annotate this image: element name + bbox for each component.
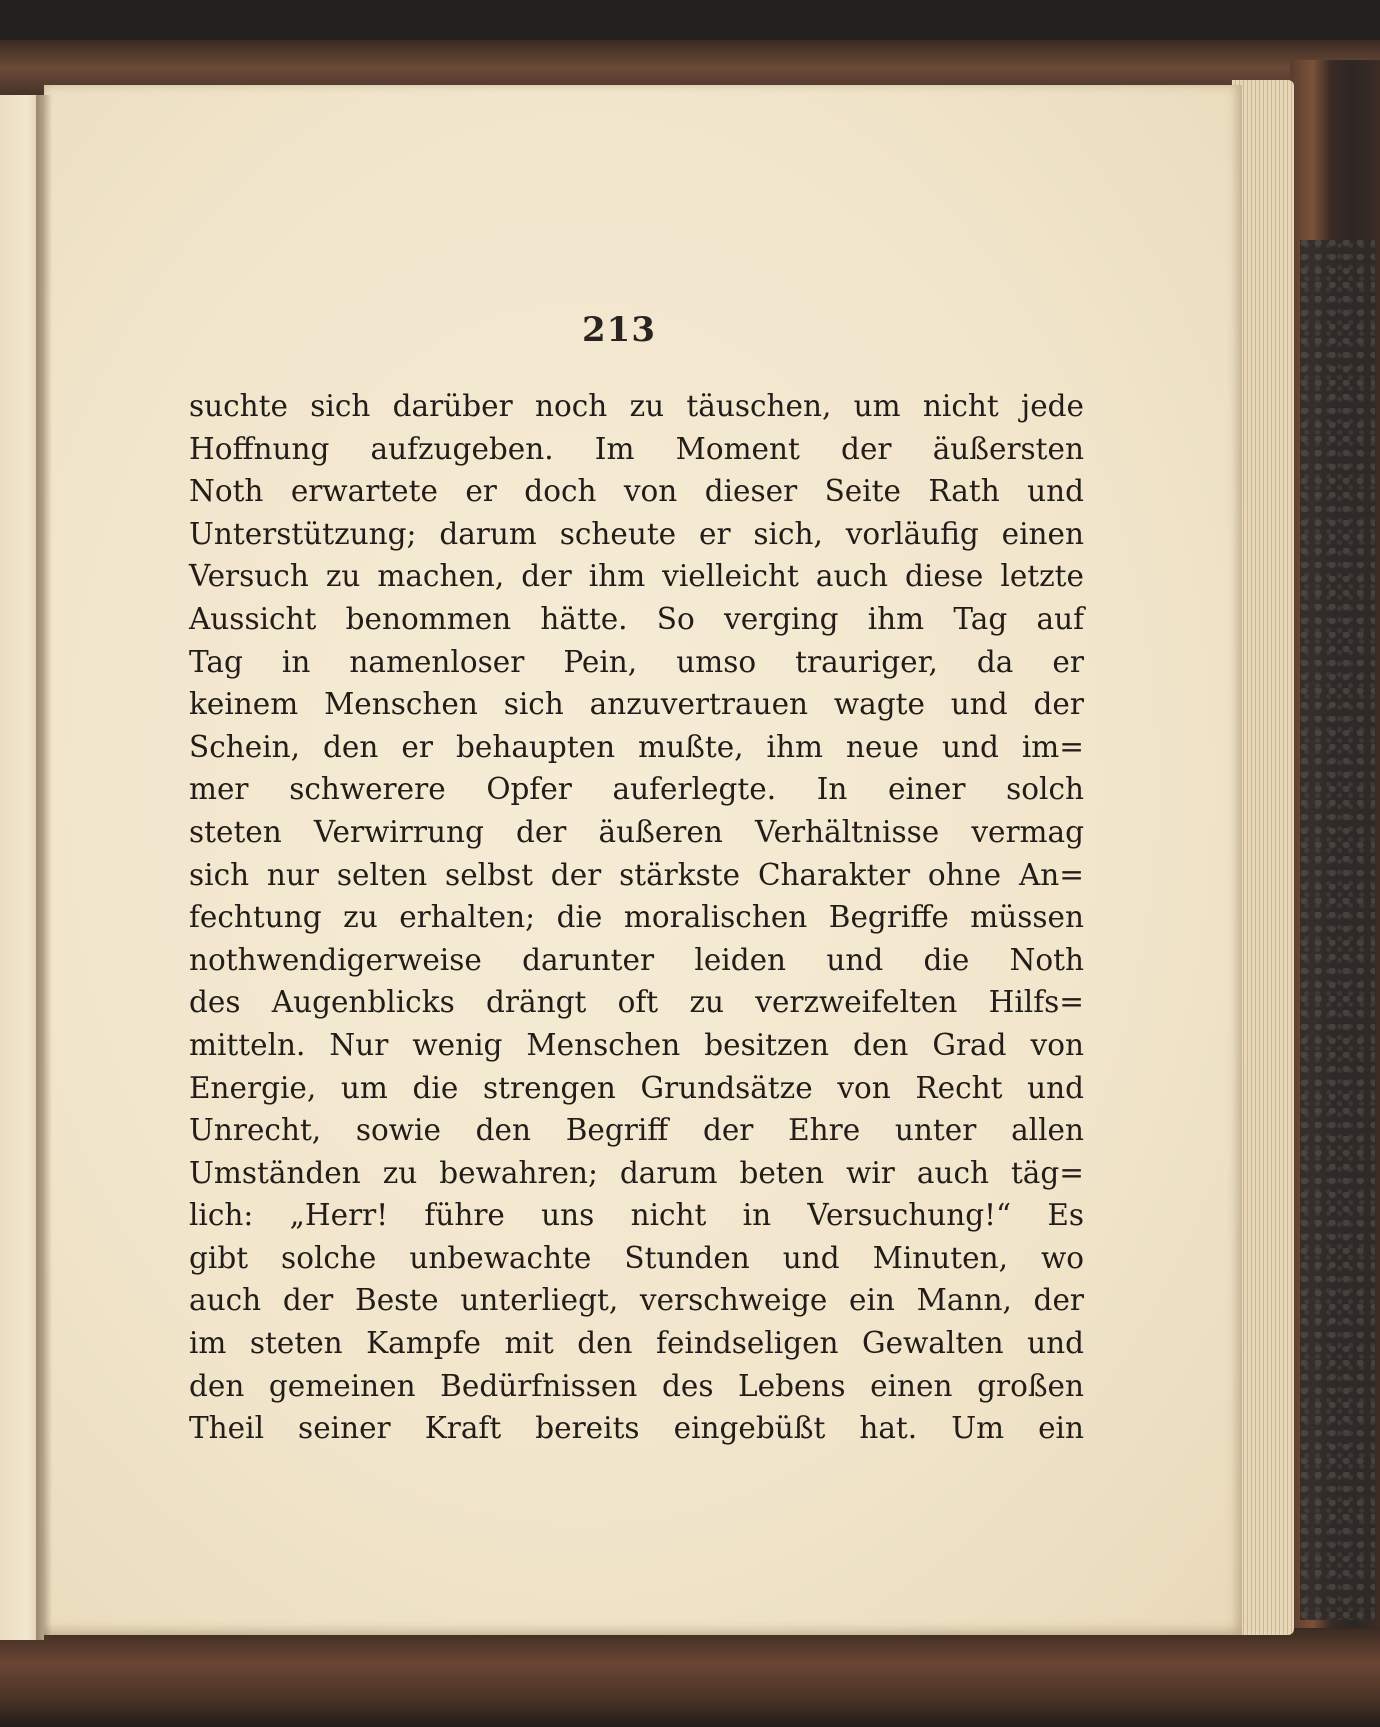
text-line: Aussicht benommen hätte. So verging ihm Tag auf [189,601,1084,636]
text-line: Energie, um die strengen Grundsätze von Recht und [189,1070,1084,1105]
text-line: steten Verwirrung der äußeren Verhältnisse vermag [189,814,1084,849]
text-line: sich nur selten selbst der stärkste Charakter ohne An= [189,857,1084,892]
text-line: suchte sich darüber noch zu täuschen, um nicht jede [189,389,1084,423]
text-line: im steten Kampfe mit den feindseligen Gewalten und [189,1326,1084,1361]
text-line: Tag in namenloser Pein, umso trauriger, da er [189,644,1084,679]
gutter-shadow [36,95,52,1640]
book-page [44,85,1242,1635]
text-line: Theil seiner Kraft bereits eingebüßt hat. Um ein [189,1411,1084,1446]
text-line: auch der Beste unterliegt, verschweige ein Mann, der [189,1283,1084,1318]
text-line: Noth erwartete er doch von dieser Seite Rath und [189,474,1084,509]
text-line: nothwendigerweise darunter leiden und die Noth [189,942,1084,977]
text-line: mitteln. Nur wenig Menschen besitzen den Grad von [189,1027,1084,1062]
text-line: Versuch zu machen, der ihm vielleicht auch diese letzte [189,559,1084,594]
body-text [189,385,1084,1450]
text-line: fechtung zu erhalten; die moralischen Begriffe müssen [189,900,1084,935]
text-line: Unterstützung; darum scheute er sich, vorläufig einen [189,516,1084,551]
text-line: lich: „Herr! führe uns nicht in Versuchung!“ Es [189,1198,1084,1233]
text-line: Schein, den er behaupten mußte, ihm neue und im= [189,729,1084,764]
text-line: keinem Menschen sich anzuvertrauen wagte und der [189,687,1084,722]
binding-bottom [0,1628,1380,1727]
cover-texture [1300,240,1375,1620]
text-line: mer schwerere Opfer auferlegte. In einer solch [189,772,1084,807]
text-line: Hoffnung aufzugeben. Im Moment der äußersten [189,431,1084,466]
text-line: gibt solche unbewachte Stunden und Minuten, wo [189,1240,1084,1275]
page-number: 213 [582,310,656,350]
text-line: Unrecht, sowie den Begriff der Ehre unter allen [189,1113,1084,1148]
text-line: den gemeinen Bedürfnissen des Lebens einen großen [189,1368,1084,1403]
text-line: Umständen zu bewahren; darum beten wir auch täg= [189,1155,1084,1190]
text-line: des Augenblicks drängt oft zu verzweifelten Hilfs= [189,985,1084,1020]
